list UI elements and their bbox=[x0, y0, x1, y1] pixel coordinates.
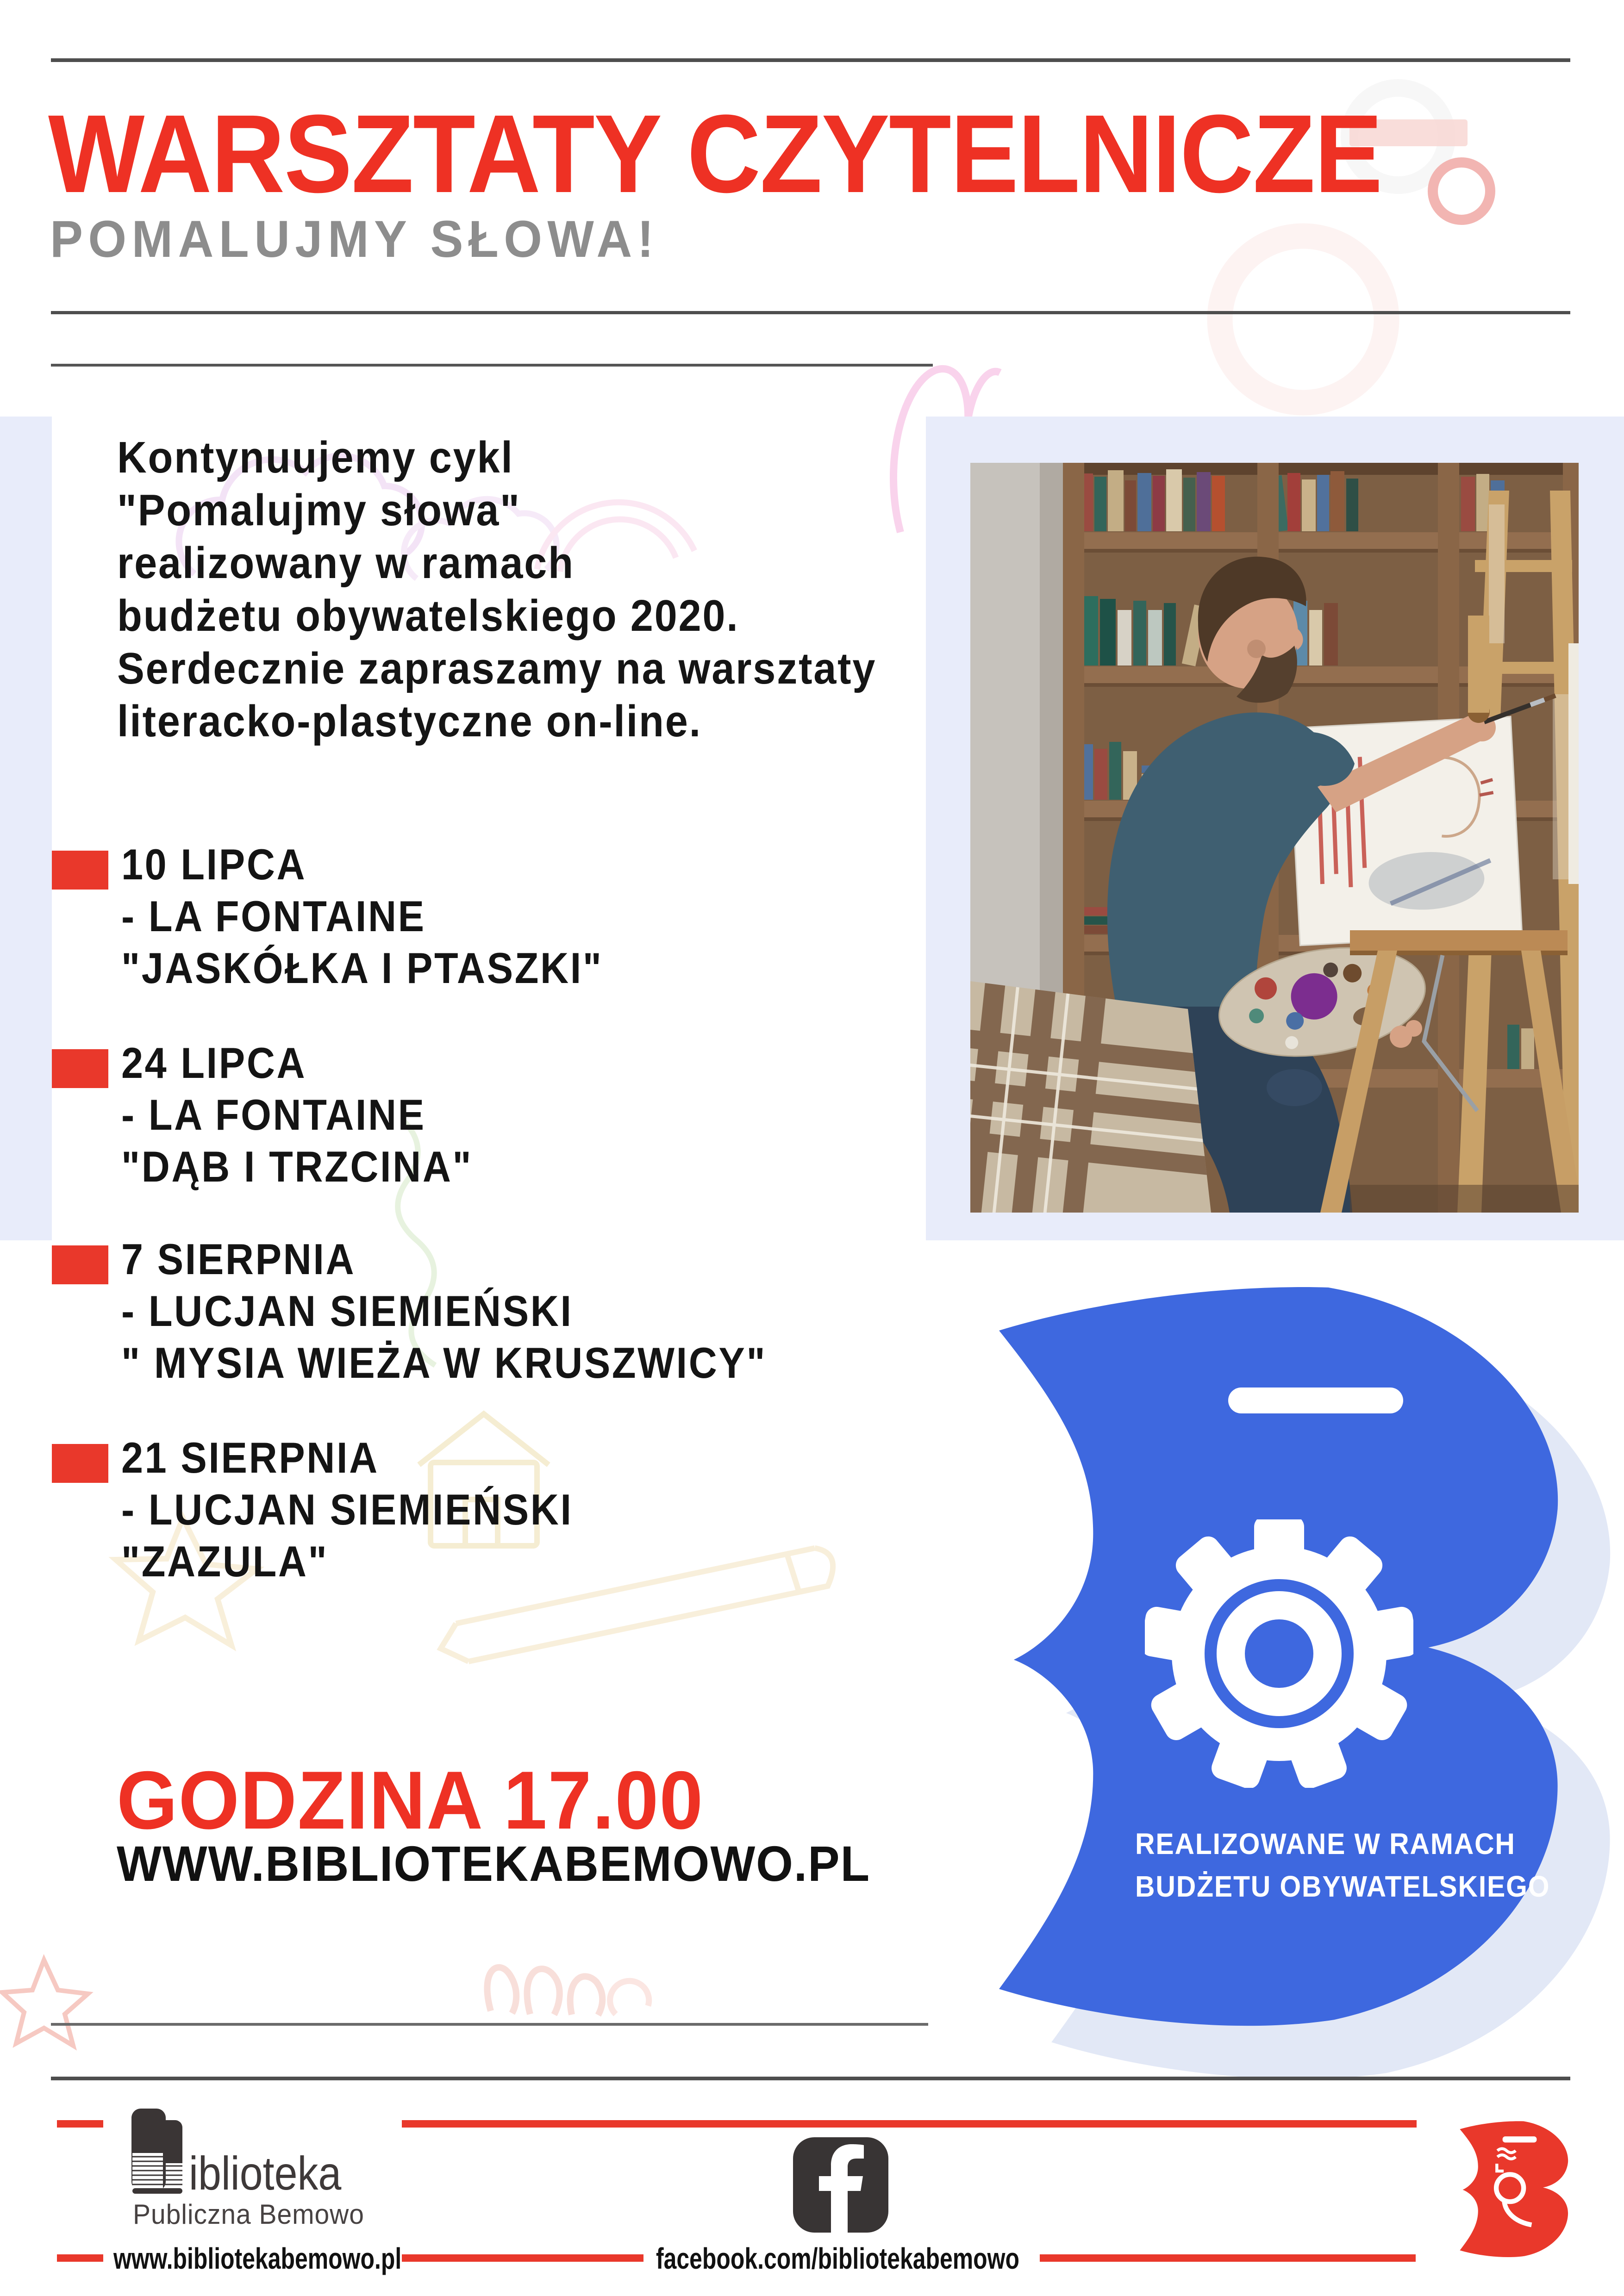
doodle-loops bbox=[610, 1981, 649, 2014]
footer-website-link[interactable]: www.bibliotekabemowo.pl bbox=[113, 2242, 402, 2275]
header-rule-short bbox=[51, 364, 933, 367]
event-title: "JASKÓŁKA I PTASZKI" bbox=[121, 944, 603, 992]
event-title: "ZAZULA" bbox=[121, 1537, 329, 1586]
event-item bbox=[121, 839, 603, 994]
badge-slot bbox=[1228, 1388, 1403, 1413]
event-date: 10 LIPCA bbox=[121, 840, 307, 889]
intro-line: budżetu obywatelskiego 2020. bbox=[117, 591, 739, 641]
badge-caption-line: REALIZOWANE W RAMACH bbox=[1135, 1827, 1516, 1860]
event-date: 24 LIPCA bbox=[121, 1039, 307, 1087]
event-item bbox=[121, 1432, 573, 1587]
artist-photo-illustration bbox=[970, 463, 1579, 1213]
facebook-f-icon[interactable] bbox=[793, 2137, 888, 2233]
badge-caption bbox=[1135, 1823, 1550, 1908]
page-title: WARSZTATY CZYTELNICZE bbox=[48, 92, 1382, 216]
badge-caption-line: BUDŻETU OBYWATELSKIEGO bbox=[1135, 1870, 1550, 1903]
event-author: - LUCJAN SIEMIEŃSKI bbox=[121, 1287, 573, 1335]
book-logo-icon bbox=[131, 2109, 190, 2196]
event-item bbox=[121, 1233, 767, 1389]
page-subtitle: POMALUJMY SŁOWA! bbox=[50, 210, 659, 268]
pink-arc-icon bbox=[1220, 236, 1387, 403]
intro-line: realizowany w ramach bbox=[117, 538, 575, 588]
header-rule bbox=[51, 311, 1570, 314]
footer-red-dash bbox=[57, 2120, 103, 2128]
event-bullet bbox=[52, 1049, 108, 1088]
event-item bbox=[121, 1037, 473, 1193]
bemowo-b-logo-red bbox=[1456, 2118, 1570, 2259]
event-author: - LA FONTAINE bbox=[121, 892, 426, 940]
library-logo-subtitle: Publiczna Bemowo bbox=[133, 2199, 364, 2230]
event-author: - LUCJAN SIEMIEŃSKI bbox=[121, 1485, 573, 1534]
intro-paragraph bbox=[117, 431, 876, 748]
footer-thin-rule bbox=[51, 2023, 928, 2026]
event-bullet bbox=[52, 1245, 108, 1284]
event-bullet bbox=[52, 851, 108, 890]
event-title: " MYSIA WIEŻA W KRUSZWICY" bbox=[121, 1338, 767, 1387]
footer-red-dash bbox=[57, 2254, 103, 2262]
gear-icon bbox=[1145, 1519, 1413, 1788]
top-rule bbox=[51, 58, 1570, 62]
footer-red-line bbox=[402, 2120, 1417, 2128]
footer-rule bbox=[51, 2077, 1570, 2080]
event-date: 7 SIERPNIA bbox=[121, 1235, 356, 1283]
doodle-star bbox=[2, 1960, 88, 2046]
event-date: 21 SIERPNIA bbox=[121, 1433, 379, 1482]
intro-line: Kontynuujemy cykl bbox=[117, 433, 514, 482]
time-heading: GODZINA 17.00 bbox=[117, 1754, 704, 1846]
left-accent-strip bbox=[0, 417, 52, 1240]
event-bullet bbox=[52, 1444, 108, 1483]
library-logo-wordmark: iblioteka bbox=[189, 2147, 342, 2200]
website-link[interactable]: WWW.BIBLIOTEKABEMOWO.PL bbox=[117, 1836, 871, 1892]
intro-line: literacko-plastyczne on-line. bbox=[117, 697, 702, 746]
doodle-loops bbox=[487, 1967, 602, 2015]
facebook-link[interactable]: facebook.com/bibliotekabemowo bbox=[656, 2242, 1019, 2275]
intro-line: Serdecznie zapraszamy na warsztaty bbox=[117, 644, 877, 693]
event-title: "DĄB I TRZCINA" bbox=[121, 1142, 473, 1191]
intro-line: "Pomalujmy słowa" bbox=[117, 485, 521, 535]
event-author: - LA FONTAINE bbox=[121, 1090, 426, 1139]
